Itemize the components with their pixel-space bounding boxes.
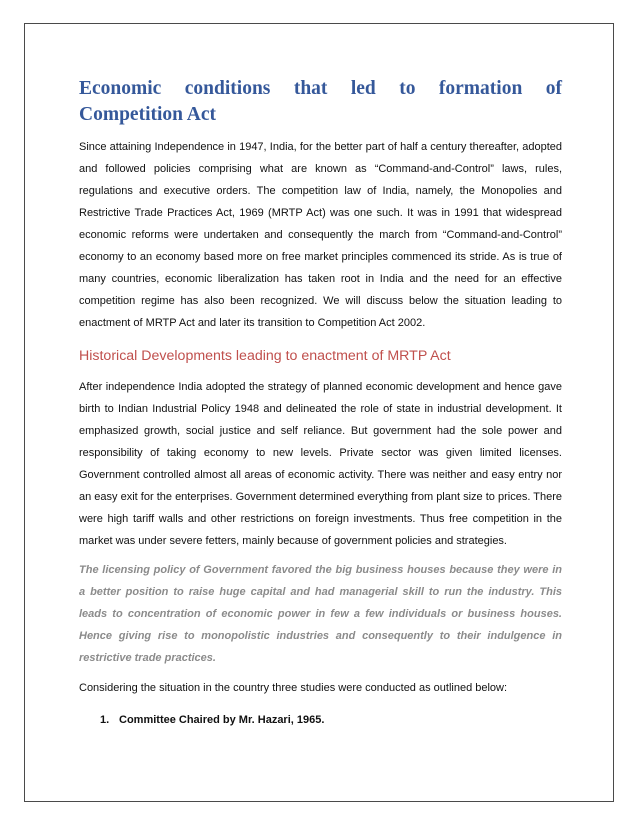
section-heading: Historical Developments leading to enactment of MRTP Act — [79, 348, 451, 364]
document-title-line-1: Economic conditions that led to formation of — [79, 78, 562, 99]
intro-paragraph: Since attaining Independence in 1947, India, for the better part of half a century thereafter, adopted and followed policies comprising what are known as “Command-and-Control” laws, rules, regulations and executive orders. The competition law of India, namely, the Monopolies and Restrictive Trade Practices Act, 1969 (MRTP Act) was one such. It was in 1991 that widespread economic reforms were undertaken and consequently the march from “Command-and-Control” economy to an economy based more on free market principles commenced its stride. As is true of many countries, economic liberalization has taken root in India and the need for an effective competition regime has also been recognized. We will discuss below the situation leading to enactment of MRTP Act and later its transition to Competition Act 2002. — [79, 141, 562, 329]
history-paragraph: After independence India adopted the strategy of planned economic development and hence gave birth to Indian Industrial Policy 1948 and delineated the role of state in industrial development. It emphasized growth, social justice and self reliance. But government had the sole power and responsibility of taking economy to new levels. Private sector was given limited licenses. Government controlled almost all areas of economic activity. There was neither and easy entry nor an easy exit for the enterprises. Government determined everything from plant size to prices. There were high tariff walls and other restrictions on foreign investments. Thus free competition in the market was under severe fetters, mainly because of government policies and strategies. — [79, 381, 562, 547]
studies-list — [79, 709, 562, 731]
list-item-text: Committee Chaired by Mr. Hazari, 1965. — [119, 714, 325, 726]
list-item — [100, 709, 562, 731]
document-body — [79, 76, 562, 731]
licensing-policy-quote: The licensing policy of Government favored the big business houses because they were in a better position to raise huge capital and had managerial skill to run the industry. This leads to concentration of economic power in few a few individuals or business houses. Hence giving rise to monopolistic industries and consequently to their indulgence in restrictive trade practices. — [79, 564, 562, 664]
document-title-line-2: Competition Act — [79, 104, 217, 125]
list-item-number: 1. — [100, 714, 110, 726]
document-title — [79, 76, 562, 128]
studies-intro-paragraph: Considering the situation in the country three studies were conducted as outlined below: — [79, 682, 508, 694]
